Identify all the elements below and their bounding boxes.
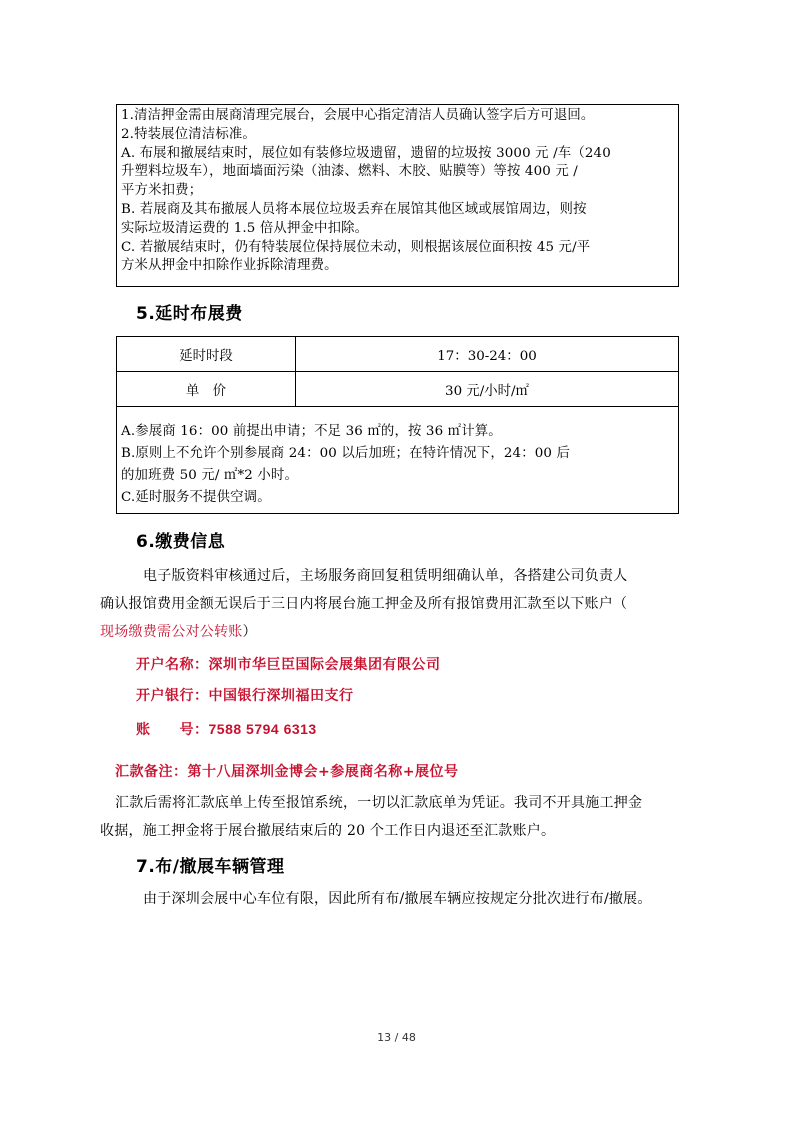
rule-line: C. 若撤展结束时，仍有特装展位保持展位未动，则根据该展位面积按 45 元/平 [121, 239, 591, 255]
overtime-fee-table [116, 336, 679, 407]
account-name: 开户名称：深圳市华巨臣国际会展集团有限公司 [136, 657, 441, 673]
table-cell-value: 17：30-24：00 [296, 337, 679, 372]
remittance-text: 汇款后需将汇款底单上传至报馆系统，一切以汇款底单为凭证。我司不开具施工押金 [115, 795, 643, 811]
remittance-text: 收据，施工押金将于展台撤展结束后的 20 个工作日内退还至汇款账户。 [100, 823, 556, 839]
section7-heading: 7.布/撤展车辆管理 [136, 857, 285, 877]
vehicle-paragraph [100, 885, 700, 913]
payment-text: 确认报馆费用金额无误后于三日内将展台施工押金及所有报馆费用汇款至以下账户（ [100, 596, 628, 612]
table-row [117, 337, 679, 372]
note-line: A.参展商 16：00 前提出申请；不足 36 ㎡的，按 36 ㎡计算。 [121, 424, 502, 439]
rule-line: 1.清洁押金需由展商清理完展台，会展中心指定清洁人员确认签字后方可退回。 [121, 108, 595, 123]
rule-line: A. 布展和撤展结束时，展位如有装修垃圾遗留，遗留的垃圾按 3000 元 /车（240 [121, 145, 611, 161]
section6-heading: 6.缴费信息 [136, 532, 226, 552]
note-line: 的加班费 50 元/ ㎡*2 小时。 [121, 468, 299, 483]
rule-line: 2.特装展位清洁标准。 [121, 126, 256, 142]
rule-line: 实际垃圾清运费的 1.5 倍从押金中扣除。 [121, 220, 369, 236]
section5-heading: 5.延时布展费 [136, 304, 243, 324]
payment-paragraph [100, 562, 700, 646]
note-line: B.原则上不允许个别参展商 24：00 以后加班；在特许情况下，24：00 后 [121, 446, 571, 461]
payment-text: 电子版资料审核通过后，主场服务商回复租赁明细确认单，各搭建公司负责人 [143, 568, 628, 584]
vehicle-text: 由于深圳会展中心车位有限，因此所有布/撤展车辆应按规定分批次进行布/撤展。 [143, 891, 652, 907]
account-number: 7588 5794 6313 [208, 721, 317, 737]
payment-note-red: 现场缴费需公对公转账 [100, 624, 243, 640]
page-number: 13 / 48 [377, 1031, 416, 1044]
rule-line: 平方米扣费； [121, 183, 203, 199]
table-cell-value: 30 元/小时/㎡ [296, 372, 679, 407]
table-row [117, 372, 679, 407]
note-line: C.延时服务不提供空调。 [121, 490, 271, 505]
rule-line: 方米从押金中扣除作业拆除清理费。 [121, 258, 338, 274]
rule-line: 升塑料垃圾车），地面墙面污染（油漆、燃料、木胶、贴膜等）等按 400 元 / [121, 164, 578, 180]
cleaning-rules-box [116, 104, 679, 287]
bank-name: 开户银行：中国银行深圳福田支行 [136, 688, 354, 704]
remittance-paragraph [100, 789, 700, 845]
rule-line: B. 若展商及其布撤展人员将本展位垃圾丢弃在展馆其他区域或展馆周边，则按 [121, 201, 587, 217]
payment-text: ） [242, 624, 257, 640]
account-number-label: 账 号： [136, 722, 209, 738]
remittance-note: 汇款备注：第十八届深圳金博会+参展商名称+展位号 [115, 764, 459, 780]
table-cell-label: 单 价 [117, 372, 296, 407]
table-cell-label: 延时时段 [117, 337, 296, 372]
overtime-notes-box [116, 404, 679, 514]
account-number-line [136, 719, 317, 739]
